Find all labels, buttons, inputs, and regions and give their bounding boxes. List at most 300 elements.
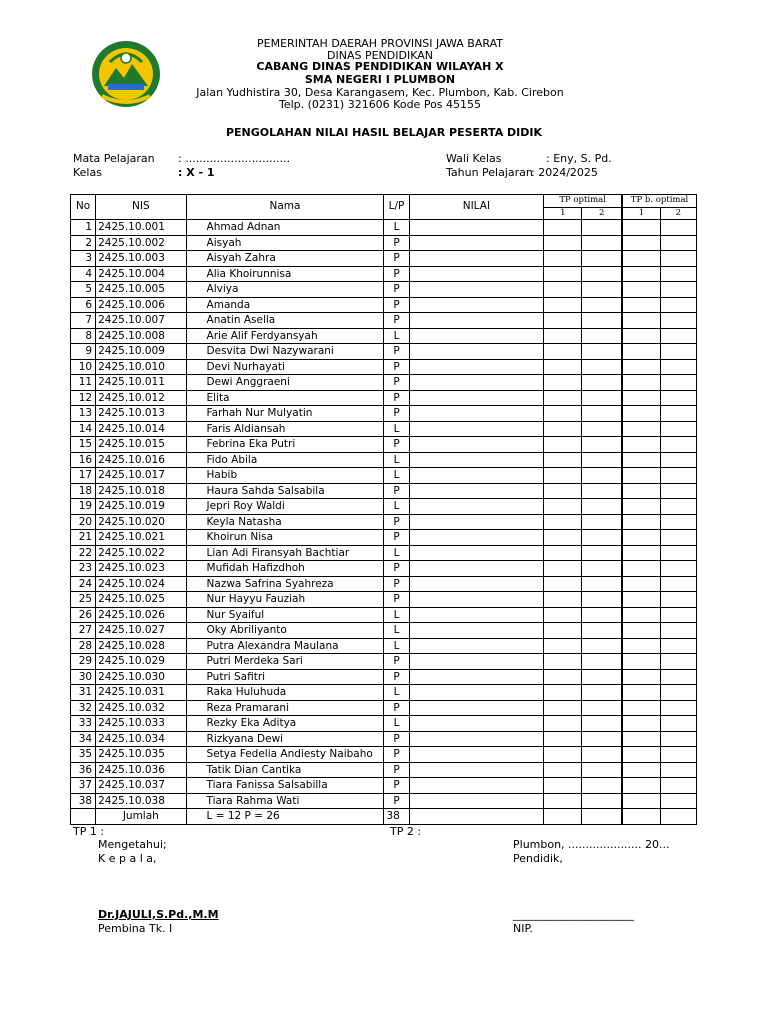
row-nis: 2425.10.028 [96, 638, 186, 654]
row-lp: L [384, 607, 409, 623]
row-tp-b-optimal-2-cell [660, 297, 696, 313]
row-nilai-cell [409, 344, 544, 360]
footer-nilai-cell [409, 809, 544, 825]
row-no: 13 [71, 406, 96, 422]
table-row [71, 607, 697, 623]
row-tp-optimal-2-cell [582, 499, 622, 515]
row-tp-optimal-1-cell [544, 545, 582, 561]
row-tp-optimal-1-cell [544, 251, 582, 267]
row-lp: P [384, 483, 409, 499]
col-header-no: No [71, 195, 96, 220]
table-row [71, 716, 697, 732]
row-no: 21 [71, 530, 96, 546]
row-nama: Keyla Natasha [186, 514, 384, 530]
col-header-tp-b-optimal-1: 1 [622, 207, 660, 220]
row-no: 33 [71, 716, 96, 732]
row-nama: Putri Merdeka Sari [186, 654, 384, 670]
principal-rank: Pembina Tk. I [98, 922, 173, 935]
signature-principal-title: K e p a l a, [98, 852, 157, 865]
row-nis: 2425.10.033 [96, 716, 186, 732]
row-nama: Amanda [186, 297, 384, 313]
row-lp: P [384, 375, 409, 391]
row-no: 20 [71, 514, 96, 530]
row-tp-b-optimal-1-cell [622, 359, 660, 375]
row-tp-b-optimal-1-cell [622, 530, 660, 546]
row-nilai-cell [409, 623, 544, 639]
row-nis: 2425.10.011 [96, 375, 186, 391]
class-label: Kelas [73, 166, 102, 179]
row-tp-b-optimal-2-cell [660, 266, 696, 282]
table-row [71, 452, 697, 468]
row-lp: P [384, 344, 409, 360]
row-tp-optimal-1-cell [544, 452, 582, 468]
row-tp-optimal-1-cell [544, 623, 582, 639]
row-tp-optimal-2-cell [582, 235, 622, 251]
row-no: 15 [71, 437, 96, 453]
row-lp: P [384, 700, 409, 716]
row-tp-optimal-1-cell [544, 561, 582, 577]
row-nama: Putra Alexandra Maulana [186, 638, 384, 654]
row-nilai-cell [409, 483, 544, 499]
row-tp-optimal-1-cell [544, 282, 582, 298]
row-nama: Jepri Roy Waldi [186, 499, 384, 515]
footer-tp1-cell [544, 809, 582, 825]
row-tp-optimal-2-cell [582, 483, 622, 499]
col-header-tp-b-optimal: TP b. optimal [622, 195, 696, 208]
row-lp: L [384, 468, 409, 484]
row-tp-optimal-2-cell [582, 452, 622, 468]
row-nama: Elita [186, 390, 384, 406]
row-nis: 2425.10.010 [96, 359, 186, 375]
row-lp: P [384, 359, 409, 375]
table-row [71, 390, 697, 406]
row-lp: P [384, 778, 409, 794]
row-nilai-cell [409, 638, 544, 654]
row-tp-optimal-1-cell [544, 468, 582, 484]
table-row [71, 328, 697, 344]
row-nilai-cell [409, 437, 544, 453]
row-tp-b-optimal-2-cell [660, 359, 696, 375]
row-tp-b-optimal-2-cell [660, 483, 696, 499]
table-row [71, 762, 697, 778]
row-nama: Farhah Nur Mulyatin [186, 406, 384, 422]
row-lp: P [384, 437, 409, 453]
table-row [71, 344, 697, 360]
row-no: 28 [71, 638, 96, 654]
row-lp: L [384, 220, 409, 236]
row-tp-b-optimal-2-cell [660, 778, 696, 794]
row-tp-b-optimal-2-cell [660, 623, 696, 639]
row-tp-b-optimal-1-cell [622, 793, 660, 809]
row-no: 27 [71, 623, 96, 639]
row-tp-optimal-1-cell [544, 266, 582, 282]
row-tp-optimal-1-cell [544, 607, 582, 623]
row-lp: P [384, 282, 409, 298]
row-lp: L [384, 499, 409, 515]
row-nama: Febrina Eka Putri [186, 437, 384, 453]
row-lp: P [384, 251, 409, 267]
row-tp-b-optimal-1-cell [622, 220, 660, 236]
row-no: 12 [71, 390, 96, 406]
row-nis: 2425.10.032 [96, 700, 186, 716]
row-tp-optimal-2-cell [582, 545, 622, 561]
row-tp-optimal-2-cell [582, 778, 622, 794]
row-lp: P [384, 669, 409, 685]
row-nis: 2425.10.022 [96, 545, 186, 561]
school-year-value: : 2024/2025 [531, 166, 598, 179]
table-row [71, 592, 697, 608]
row-tp-b-optimal-2-cell [660, 561, 696, 577]
row-tp-optimal-2-cell [582, 437, 622, 453]
row-tp-b-optimal-2-cell [660, 251, 696, 267]
row-tp-optimal-2-cell [582, 390, 622, 406]
row-no: 17 [71, 468, 96, 484]
row-tp-b-optimal-1-cell [622, 747, 660, 763]
row-nilai-cell [409, 731, 544, 747]
header-line-2: DINAS PENDIDIKAN [327, 49, 433, 62]
row-nama: Reza Pramarani [186, 700, 384, 716]
row-tp-optimal-2-cell [582, 623, 622, 639]
row-lp: P [384, 561, 409, 577]
row-nilai-cell [409, 685, 544, 701]
signature-acknowledged: Mengetahui; [98, 838, 167, 851]
row-nilai-cell [409, 235, 544, 251]
row-tp-optimal-1-cell [544, 514, 582, 530]
row-tp-b-optimal-2-cell [660, 731, 696, 747]
table-row [71, 266, 697, 282]
row-nilai-cell [409, 359, 544, 375]
table-row [71, 545, 697, 561]
row-tp-b-optimal-1-cell [622, 716, 660, 732]
row-nis: 2425.10.025 [96, 592, 186, 608]
row-lp: L [384, 638, 409, 654]
row-lp: P [384, 793, 409, 809]
row-tp-optimal-2-cell [582, 747, 622, 763]
row-tp-optimal-2-cell [582, 313, 622, 329]
row-lp: P [384, 390, 409, 406]
row-tp-optimal-2-cell [582, 530, 622, 546]
table-row [71, 514, 697, 530]
row-nama: Ahmad Adnan [186, 220, 384, 236]
row-lp: P [384, 592, 409, 608]
row-tp-optimal-1-cell [544, 638, 582, 654]
row-tp-b-optimal-1-cell [622, 731, 660, 747]
row-tp-b-optimal-1-cell [622, 499, 660, 515]
row-tp-optimal-2-cell [582, 344, 622, 360]
teacher-name-blank: ______________________ [513, 908, 634, 921]
row-tp-optimal-2-cell [582, 669, 622, 685]
row-nis: 2425.10.036 [96, 762, 186, 778]
table-row [71, 638, 697, 654]
row-tp-optimal-1-cell [544, 762, 582, 778]
row-no: 25 [71, 592, 96, 608]
row-nis: 2425.10.024 [96, 576, 186, 592]
row-tp-b-optimal-2-cell [660, 328, 696, 344]
row-tp-b-optimal-1-cell [622, 235, 660, 251]
row-tp-b-optimal-1-cell [622, 251, 660, 267]
row-tp-optimal-2-cell [582, 654, 622, 670]
row-lp: P [384, 731, 409, 747]
row-nis: 2425.10.009 [96, 344, 186, 360]
row-lp: P [384, 297, 409, 313]
footer-spacer [71, 809, 96, 825]
row-tp-optimal-2-cell [582, 282, 622, 298]
row-nilai-cell [409, 390, 544, 406]
row-lp: P [384, 313, 409, 329]
row-tp-b-optimal-2-cell [660, 313, 696, 329]
row-nilai-cell [409, 220, 544, 236]
row-tp-b-optimal-2-cell [660, 700, 696, 716]
row-nilai-cell [409, 607, 544, 623]
row-tp-b-optimal-2-cell [660, 452, 696, 468]
row-no: 35 [71, 747, 96, 763]
row-nama: Desvita Dwi Nazywarani [186, 344, 384, 360]
row-nama: Raka Huluhuda [186, 685, 384, 701]
row-tp-optimal-2-cell [582, 685, 622, 701]
row-nis: 2425.10.027 [96, 623, 186, 639]
row-tp-optimal-1-cell [544, 499, 582, 515]
row-tp-optimal-1-cell [544, 576, 582, 592]
table-row [71, 530, 697, 546]
row-tp-optimal-2-cell [582, 297, 622, 313]
row-nis: 2425.10.002 [96, 235, 186, 251]
row-tp-b-optimal-2-cell [660, 468, 696, 484]
row-no: 14 [71, 421, 96, 437]
row-tp-optimal-2-cell [582, 375, 622, 391]
footer-jumlah-total: 38 [384, 809, 409, 825]
table-row [71, 685, 697, 701]
col-header-tp-b-optimal-2: 2 [660, 207, 696, 220]
row-tp-b-optimal-1-cell [622, 592, 660, 608]
row-nama: Rizkyana Dewi [186, 731, 384, 747]
row-tp-b-optimal-1-cell [622, 762, 660, 778]
row-nama: Nazwa Safrina Syahreza [186, 576, 384, 592]
row-no: 26 [71, 607, 96, 623]
row-lp: P [384, 406, 409, 422]
row-nama: Tiara Rahma Wati [186, 793, 384, 809]
row-no: 7 [71, 313, 96, 329]
table-row [71, 561, 697, 577]
row-nis: 2425.10.003 [96, 251, 186, 267]
row-nis: 2425.10.001 [96, 220, 186, 236]
document-title: PENGOLAHAN NILAI HASIL BELAJAR PESERTA DIDIK [225, 126, 543, 139]
table-row [71, 297, 697, 313]
row-nama: Putri Safitri [186, 669, 384, 685]
row-tp-b-optimal-1-cell [622, 266, 660, 282]
footer-tpb1-cell [622, 809, 660, 825]
row-lp: P [384, 576, 409, 592]
row-nilai-cell [409, 514, 544, 530]
row-tp-b-optimal-1-cell [622, 669, 660, 685]
table-row [71, 483, 697, 499]
row-tp-b-optimal-1-cell [622, 421, 660, 437]
row-tp-b-optimal-1-cell [622, 313, 660, 329]
row-tp-optimal-1-cell [544, 700, 582, 716]
row-tp-b-optimal-1-cell [622, 452, 660, 468]
homeroom-value: : Eny, S. Pd. [546, 152, 612, 165]
row-lp: L [384, 452, 409, 468]
row-tp-b-optimal-1-cell [622, 654, 660, 670]
row-lp: P [384, 762, 409, 778]
row-nis: 2425.10.035 [96, 747, 186, 763]
row-tp-b-optimal-1-cell [622, 545, 660, 561]
footer-tp2-cell [582, 809, 622, 825]
row-nilai-cell [409, 452, 544, 468]
table-row [71, 468, 697, 484]
row-tp-optimal-2-cell [582, 468, 622, 484]
row-tp-optimal-1-cell [544, 406, 582, 422]
row-no: 1 [71, 220, 96, 236]
row-nama: Haura Sahda Salsabila [186, 483, 384, 499]
row-lp: P [384, 747, 409, 763]
table-row [71, 778, 697, 794]
row-nilai-cell [409, 793, 544, 809]
table-row [71, 437, 697, 453]
row-nilai-cell [409, 561, 544, 577]
row-nilai-cell [409, 762, 544, 778]
col-header-tp-optimal: TP optimal [544, 195, 622, 208]
row-nama: Nur Syaiful [186, 607, 384, 623]
row-tp-b-optimal-1-cell [622, 607, 660, 623]
row-tp-optimal-1-cell [544, 375, 582, 391]
row-nilai-cell [409, 297, 544, 313]
row-tp-optimal-2-cell [582, 251, 622, 267]
row-tp-optimal-1-cell [544, 483, 582, 499]
row-lp: L [384, 685, 409, 701]
row-nama: Rezky Eka Aditya [186, 716, 384, 732]
subject-label: Mata Pelajaran [73, 152, 155, 165]
row-tp-b-optimal-2-cell [660, 747, 696, 763]
row-nilai-cell [409, 716, 544, 732]
table-row [71, 793, 697, 809]
row-tp-optimal-2-cell [582, 731, 622, 747]
row-tp-optimal-2-cell [582, 328, 622, 344]
row-nis: 2425.10.015 [96, 437, 186, 453]
row-tp-optimal-1-cell [544, 793, 582, 809]
row-tp-b-optimal-2-cell [660, 390, 696, 406]
row-tp-b-optimal-2-cell [660, 235, 696, 251]
row-tp-optimal-1-cell [544, 669, 582, 685]
row-tp-optimal-1-cell [544, 297, 582, 313]
class-value: : X - 1 [178, 166, 215, 179]
row-tp-optimal-1-cell [544, 716, 582, 732]
row-tp-b-optimal-2-cell [660, 654, 696, 670]
row-tp-b-optimal-1-cell [622, 297, 660, 313]
school-phone: Telp. (0231) 321606 Kode Pos 45155 [278, 98, 482, 111]
row-nama: Tatik Dian Cantika [186, 762, 384, 778]
row-tp-optimal-1-cell [544, 685, 582, 701]
row-nama: Aisyah [186, 235, 384, 251]
row-nilai-cell [409, 654, 544, 670]
row-tp-optimal-2-cell [582, 762, 622, 778]
row-tp-b-optimal-2-cell [660, 530, 696, 546]
row-tp-b-optimal-2-cell [660, 437, 696, 453]
row-tp-b-optimal-1-cell [622, 437, 660, 453]
row-nilai-cell [409, 406, 544, 422]
row-nis: 2425.10.005 [96, 282, 186, 298]
row-nama: Nur Hayyu Fauziah [186, 592, 384, 608]
row-no: 34 [71, 731, 96, 747]
table-row [71, 731, 697, 747]
row-no: 32 [71, 700, 96, 716]
col-header-nilai: NILAI [409, 195, 544, 220]
row-tp-b-optimal-1-cell [622, 406, 660, 422]
row-no: 38 [71, 793, 96, 809]
row-no: 19 [71, 499, 96, 515]
row-nis: 2425.10.034 [96, 731, 186, 747]
row-tp-b-optimal-1-cell [622, 778, 660, 794]
table-row [71, 576, 697, 592]
table-row [71, 421, 697, 437]
subject-value: : .............................. [178, 152, 291, 165]
row-nama: Mufidah Hafizdhoh [186, 561, 384, 577]
homeroom-label: Wali Kelas [446, 152, 502, 165]
row-lp: P [384, 654, 409, 670]
table-row [71, 623, 697, 639]
row-tp-optimal-2-cell [582, 700, 622, 716]
row-nilai-cell [409, 251, 544, 267]
table-row [71, 282, 697, 298]
row-lp: P [384, 266, 409, 282]
row-nilai-cell [409, 669, 544, 685]
row-lp: L [384, 328, 409, 344]
row-tp-b-optimal-2-cell [660, 762, 696, 778]
row-tp-optimal-2-cell [582, 576, 622, 592]
header-line-1: PEMERINTAH DAERAH PROVINSI JAWA BARAT [257, 37, 503, 50]
row-nama: Fido Abila [186, 452, 384, 468]
table-row [71, 235, 697, 251]
row-tp-b-optimal-2-cell [660, 685, 696, 701]
row-nilai-cell [409, 700, 544, 716]
row-tp-b-optimal-1-cell [622, 561, 660, 577]
row-tp-b-optimal-1-cell [622, 638, 660, 654]
row-tp-b-optimal-2-cell [660, 375, 696, 391]
table-row [71, 251, 697, 267]
school-address: Jalan Yudhistira 30, Desa Karangasem, Kec. Plumbon, Kab. Cirebon [196, 86, 564, 99]
row-tp-b-optimal-2-cell [660, 545, 696, 561]
col-header-lp: L/P [384, 195, 409, 220]
row-nis: 2425.10.006 [96, 297, 186, 313]
footer-tpb2-cell [660, 809, 696, 825]
row-tp-b-optimal-1-cell [622, 623, 660, 639]
row-tp-b-optimal-2-cell [660, 638, 696, 654]
row-nilai-cell [409, 592, 544, 608]
row-nama: Devi Nurhayati [186, 359, 384, 375]
row-nama: Dewi Anggraeni [186, 375, 384, 391]
row-tp-b-optimal-1-cell [622, 700, 660, 716]
col-header-nis: NIS [96, 195, 186, 220]
row-tp-optimal-1-cell [544, 654, 582, 670]
row-tp-b-optimal-1-cell [622, 282, 660, 298]
row-nama: Setya Fedelia Andiesty Naibaho [186, 747, 384, 763]
grade-table [70, 194, 697, 825]
row-tp-b-optimal-1-cell [622, 685, 660, 701]
row-tp-optimal-1-cell [544, 530, 582, 546]
row-tp-b-optimal-2-cell [660, 607, 696, 623]
row-nis: 2425.10.014 [96, 421, 186, 437]
row-nis: 2425.10.037 [96, 778, 186, 794]
row-nama: Oky Abriliyanto [186, 623, 384, 639]
table-row [71, 654, 697, 670]
row-nama: Habib [186, 468, 384, 484]
row-tp-optimal-1-cell [544, 359, 582, 375]
row-nis: 2425.10.029 [96, 654, 186, 670]
row-no: 16 [71, 452, 96, 468]
row-tp-optimal-1-cell [544, 421, 582, 437]
row-nilai-cell [409, 530, 544, 546]
row-nilai-cell [409, 375, 544, 391]
row-tp-b-optimal-1-cell [622, 576, 660, 592]
